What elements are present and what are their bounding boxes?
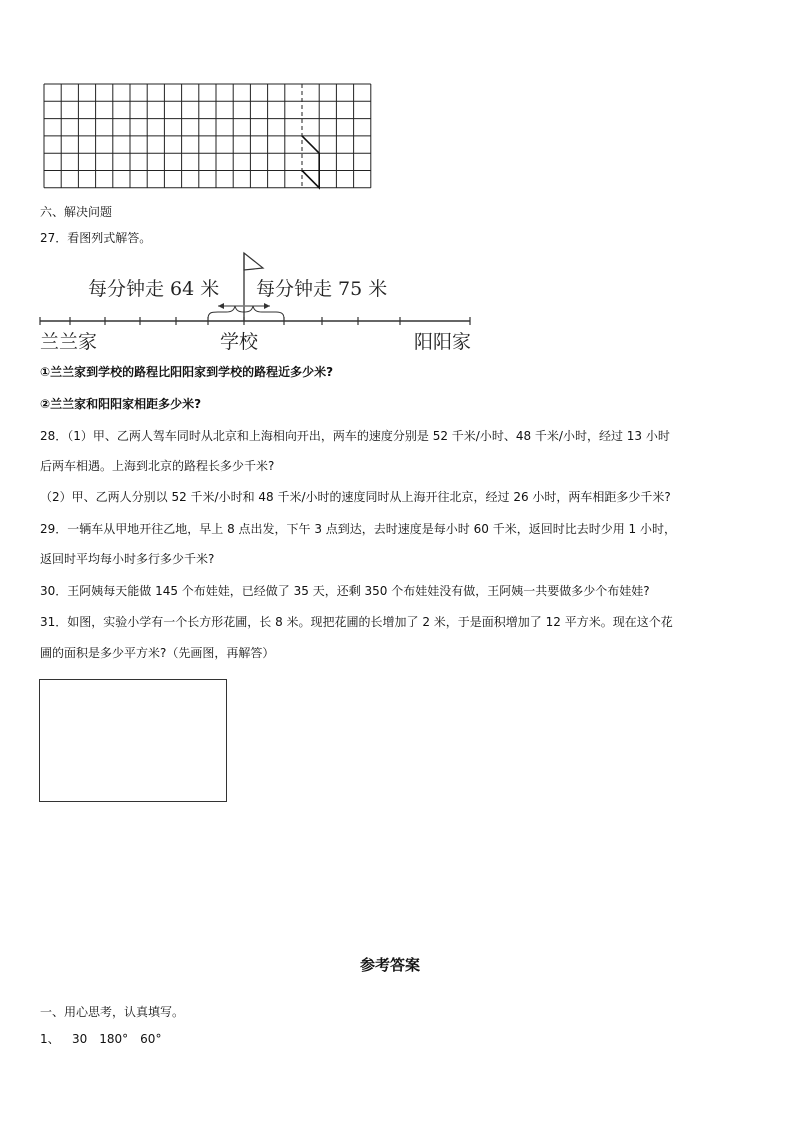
left-home-label: 兰兰家 — [40, 331, 98, 353]
question-27-sub1: ①兰兰家到学校的路程比阳阳家到学校的路程近多少米? — [40, 365, 334, 379]
question-27-prompt: 27．看图列式解答。 — [40, 231, 152, 245]
question-29-line2: 返回时平均每小时多行多少千米? — [40, 552, 215, 566]
left-speed-label: 每分钟走 64 米 — [88, 278, 220, 300]
grid-figure — [0, 0, 794, 200]
question-27-sub2: ②兰兰家和阳阳家相距多少米? — [40, 397, 202, 411]
left-brace — [208, 306, 244, 319]
distance-diagram — [0, 240, 794, 360]
question-31-line2: 圃的面积是多少平方米?（先画图，再解答） — [40, 646, 275, 660]
question-28-part2: （2）甲、乙两人分别以 52 千米/小时和 48 千米/小时的速度同时从上海开往北京，经过 26 小时，两车相距多少千米? — [40, 490, 671, 504]
school-label: 学校 — [220, 331, 259, 353]
question-30: 30．王阿姨每天能做 145 个布娃娃，已经做了 35 天，还剩 350 个布娃娃没有做，王阿姨一共要做多少个布娃娃? — [40, 584, 650, 598]
half-shape — [302, 136, 319, 188]
answers-section-1: 一、用心思考，认真填写。 — [40, 1005, 185, 1019]
question-29-line1: 29．一辆车从甲地开往乙地，早上 8 点出发，下午 3 点到达，去时速度是每小时 60 千米，返回时比去时少用 1 小时， — [40, 522, 676, 536]
right-speed-label: 每分钟走 75 米 — [256, 278, 388, 300]
flag-icon — [244, 253, 263, 270]
question-28-part1-line1: 28．（1）甲、乙两人驾车同时从北京和上海相向开出，两车的速度分别是 52 千米/小时、48 千米/小时，经过 13 小时 — [40, 429, 670, 443]
answers-title: 参考答案 — [360, 956, 421, 974]
drawing-box — [39, 679, 227, 802]
question-28-part1-line2: 后两车相遇。上海到北京的路程长多少千米? — [40, 459, 275, 473]
right-home-label: 阳阳家 — [414, 331, 472, 353]
answer-1-values: 30 180° 60° — [72, 1032, 162, 1046]
section-title: 六、解决问题 — [40, 205, 113, 219]
question-31-line1: 31．如图，实验小学有一个长方形花圃，长 8 米。现把花圃的长增加了 2 米，于是面积增加了 12 平方米。现在这个花 — [40, 615, 673, 629]
answer-1-number: 1、 — [40, 1032, 60, 1046]
